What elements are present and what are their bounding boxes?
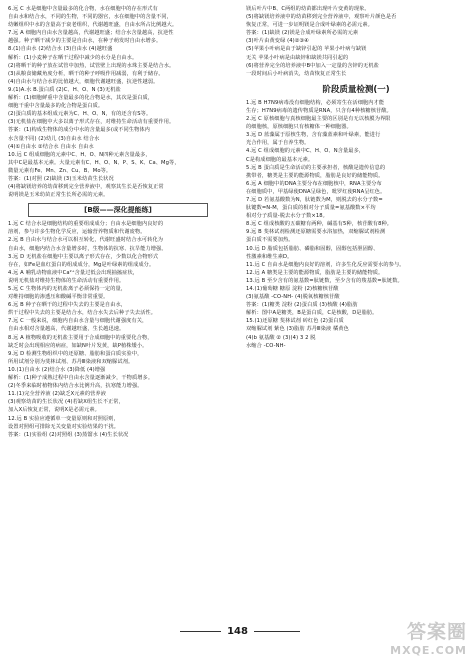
left-text-block bbox=[8, 6, 228, 199]
text-line: (2)将晒干的种子放在试管中加热，试管壁上出现的水珠主要是结合水。 bbox=[8, 62, 175, 69]
text-line: 2.远 C 原核细胞与真核细胞最主要的区别是有无以核膜为界限 bbox=[246, 116, 391, 123]
text-line: 4.远 A 哺乳动物血液中Ca²⁺含量过低会出现抽搐症状， bbox=[8, 269, 139, 276]
watermark-url: MXQE.COM bbox=[390, 644, 467, 657]
text-line: 自由水相对含量越高，代谢越旺盛，生长越迅速。 bbox=[8, 326, 125, 333]
text-line: (5)将缺镁培养液中的幼苗移到完全营养液中，观察叶片颜色是否 bbox=[246, 14, 397, 21]
text-line: 解析：(1)细胞鲜重中含量最多的化合物是水，其次是蛋白质， bbox=[8, 95, 154, 102]
text-line: 12.远 A 糖类是主要的能源物质，脂肪是主要的储能物质。 bbox=[246, 269, 384, 276]
text-line: 14.(1)葡萄糖 糖原 淀粉 (2)核糖核苷酸 bbox=[246, 286, 339, 292]
text-line: 微量元素有Fe、Mn、Zn、Cu、B、Mo等。 bbox=[8, 167, 112, 174]
text-line: 生存；H7N9病毒的遗传物质是RNA，只含有4种核糖核苷酸。 bbox=[246, 107, 392, 114]
text-line: 细胞干重中含量最多的化合物是蛋白质。 bbox=[8, 103, 104, 110]
text-line: 7.远 A 细胞内自由水含量越高，代谢越旺盛；结合水含量越高，抗逆性 bbox=[8, 30, 174, 37]
text-line: 答案：(1)糖类 淀粉 (2)蛋白质 (3)核酸 (4)脂肪 bbox=[246, 302, 358, 309]
right-column bbox=[246, 6, 466, 351]
text-line: 15.(1)还原糖 斐林试剂 砖红色 (2)蛋白质 bbox=[246, 318, 344, 325]
text-line: (4)①自由水 ②结合水 自由水 自由水 bbox=[8, 143, 94, 150]
watermark-logo bbox=[387, 617, 467, 657]
text-line: 蛋白质不需要加热。 bbox=[246, 237, 294, 244]
text-line: 2.远 B 自由水与结合水可以相互转化，代谢旺盛时结合水可转化为 bbox=[8, 237, 164, 244]
text-line: (3)氨基酸 -CO-NH- (4)脱氧核糖核苷酸 bbox=[246, 294, 340, 301]
text-line: 9.远 D 检测生物组织中的还原糖、脂肪和蛋白质实验中， bbox=[8, 350, 143, 357]
right-text-block bbox=[246, 6, 466, 78]
section-b-title: [B级——深化提能练] bbox=[28, 203, 208, 217]
text-line: 说明无机盐对维持生物体的生命活动有重要作用。 bbox=[8, 277, 125, 284]
text-line: 所用试剂分别为斐林试剂、苏丹Ⅲ染液和双缩脲试剂。 bbox=[8, 358, 134, 365]
text-line: 8.(1)自由水 (2)结合水 (3)自由水 (4)越旺盛 bbox=[8, 46, 113, 53]
text-line: 解析：(1)小麦种子在晒干过程中减少的水分是自由水。 bbox=[8, 54, 138, 61]
text-line: 烘干过程中失去的主要是结合水，结合水失去后种子失去活性。 bbox=[8, 310, 157, 317]
text-line: 3.远 D 蓝藻属于原核生物，含有藻蓝素和叶绿素，能进行 bbox=[246, 132, 381, 139]
text-line: 自由水，细胞内结合水含量增多时，生物体的抗寒、抗旱能力增强。 bbox=[8, 245, 167, 252]
text-line: 10.远 C 组成细胞的元素中C、H、O、N四种元素含量最多， bbox=[8, 151, 151, 158]
text-line: 幼嫩组织中水的含量高于衰老组织，代谢越旺盛，自由水所占比例越大。 bbox=[8, 22, 178, 29]
text-line: (2)冬季来临时植物体内结合水比例升高，抗寒能力增强。 bbox=[8, 383, 143, 390]
text-line: 存在，如Fe是血红蛋白的组成成分，Mg是叶绿素的组成成分。 bbox=[8, 261, 155, 268]
text-line: 恢复正常，可进一步证明镁是合成叶绿素的必需元素。 bbox=[246, 22, 373, 29]
text-line: 越强。种子晒干减少的主要是自由水，在种子萌发时自由水增多。 bbox=[8, 38, 162, 45]
text-line: (6)将营养完全的培养液中B中加入一定量的含锌的无机盐 bbox=[246, 62, 379, 69]
text-line: 6.远 B 种子在晒干的过程中失去的主要是自由水， bbox=[8, 302, 127, 309]
text-line: 双缩脲试剂 紫色 (3)脂肪 苏丹Ⅲ染液 橘黄色 bbox=[246, 326, 349, 333]
text-line: 其中C是最基本元素。大量元素有C、H、O、N、P、S、K、Ca、Mg等， bbox=[8, 159, 180, 166]
text-line: (3)从粮食储藏角度分析，晒干的种子呼吸作用减弱，有利于储存。 bbox=[8, 70, 164, 77]
left-text-block-b bbox=[8, 221, 228, 439]
text-line: 5.远 C 生物体内的无机盐离子必须保持一定的量， bbox=[8, 286, 127, 292]
left-column bbox=[8, 6, 228, 440]
text-line: 解析：图中A是糖类，B是蛋白质，C是核酸，D是脂肪。 bbox=[246, 310, 378, 317]
text-line: 镁后叶片中B、C两组的幼苗都出现叶片变黄的现象。 bbox=[246, 6, 370, 12]
text-line: C是构成细胞的最基本元素。 bbox=[246, 156, 314, 163]
text-line: 3.远 D 无机盐在细胞中主要以离子形式存在，少数以化合物形式 bbox=[8, 253, 159, 260]
text-line: (3)观察幼苗的生长状况 (4)若缺X组生长不正常， bbox=[8, 399, 124, 406]
text-line: 10.(1)自由水 (2)结合水 (3)降低 (4)增强 bbox=[8, 366, 106, 373]
text-line: 对维持细胞的渗透压和酸碱平衡非常重要。 bbox=[8, 294, 109, 301]
text-line: 9.(1)A.水 B.蛋白质 (2)C、H、O、N (3)无机盐 bbox=[8, 86, 121, 93]
text-line: (2)蛋白质的基本组成元素为C、H、O、N，有的还含有S等。 bbox=[8, 111, 152, 118]
text-line: 自由水和结合水，不同的生物，不同的器官，水在细胞中的含量不同， bbox=[8, 14, 172, 21]
text-line: 水缩合 -CO-NH- bbox=[246, 342, 286, 349]
text-line: 10.远 D 脂质包括脂肪、磷脂和固醇，固醇包括胆固醇、 bbox=[246, 245, 379, 252]
text-line: 性激素和维生素D。 bbox=[246, 253, 293, 260]
text-line: 1.远 B H7N9病毒没有细胞结构，必须寄生在活细胞内才能 bbox=[246, 99, 385, 106]
text-line: 答案：(1)构成生物体的成分中水的含量最多(或不同生物体内 bbox=[8, 127, 150, 134]
text-line: 水含量不同) (2)幼儿 (3)自由水 结合水 bbox=[8, 135, 100, 142]
text-line: 5.远 B 蛋白质是生命活动的主要承担者，核酸是遗传信息的 bbox=[246, 164, 386, 171]
text-line: (3)无机盐在细胞中大多以离子形式存在，对维持生命活动有重要作用。 bbox=[8, 119, 175, 126]
text-line: 携带者，糖类是主要的能源物质，脂肪是良好的储能物质。 bbox=[246, 172, 384, 179]
text-line: 在细胞质中，甲基绿使DNA呈绿色，吡罗红使RNA呈红色。 bbox=[246, 188, 386, 195]
right-text-block-b bbox=[246, 100, 466, 350]
text-line: 7.远 D 若氨基酸数为N，肽链数为M，则脱去的水分子数= bbox=[246, 196, 383, 203]
text-line: (4)b 氨基酸 ② (3)(4) 3 2 脱 bbox=[246, 334, 316, 341]
text-line: 4.远 C 组成细胞的元素中C、H、O、N含量最多， bbox=[246, 148, 365, 155]
text-line: 设置对照组可排除无关变量对实验结果的干扰。 bbox=[8, 423, 120, 430]
text-line: 一段时间后小叶病消失，幼苗恢复正常生长 bbox=[246, 70, 347, 77]
text-line: 9.远 B 斐林试剂检测还原糖需要水浴加热，双缩脲试剂检测 bbox=[246, 229, 386, 236]
text-line: 7.远 C 一般来说，细胞内自由水含量与细胞代谢强度有关， bbox=[8, 318, 148, 325]
text-line: 8.远 A 植物吸收的无机盐主要用于合成细胞中的重要化合物， bbox=[8, 334, 153, 341]
text-line: 无关 苹果小叶病是由缺锌和缺镁共同引起的 bbox=[246, 54, 349, 61]
stage-test-title: 阶段质量检测(一) bbox=[322, 84, 390, 95]
text-line: 肽键数=N-M，蛋白质的相对分子质量=氨基酸数×平均 bbox=[246, 205, 376, 212]
text-line: 缺乏时会出现相应的病症，如缺N叶片发黄，缺P植株矮小。 bbox=[8, 342, 148, 349]
text-line: 加入X后恢复正常，说明X是必需元素。 bbox=[8, 407, 100, 414]
text-line: 8.远 C 组成核酸的五碳糖有两种，碱基有5种，核苷酸有8种。 bbox=[246, 221, 393, 228]
text-line: 解析：(1)种子成熟过程中自由水含量逐渐减少，干物质增多。 bbox=[8, 375, 154, 382]
text-line: 12.远 B 实验应遵循单一变量原则和对照原则， bbox=[8, 415, 119, 422]
text-line: 溶剂，参与许多生物化学反应，运输营养物质和代谢废物。 bbox=[8, 229, 146, 236]
text-line: 11.(1)完全营养液 (2)缺乏X元素的营养液 bbox=[8, 391, 106, 398]
text-line: 11.远 C 自由水是细胞内良好的溶剂，许多生化反应需要水的参与。 bbox=[246, 261, 405, 268]
text-line: 答案：(1)实验组 (2)对照组 (3)蒸馏水 (4)生长状况 bbox=[8, 431, 129, 438]
text-line: (3)叶片由黄变绿 (4)②③④ bbox=[246, 38, 310, 45]
text-line: 1.远 C 结合水是细胞结构的重要组成成分；自由水是细胞内良好的 bbox=[8, 221, 164, 228]
text-line: 13.远 B 至少含有的氨基数=肽链数，至少含有的羧基数=肽链数。 bbox=[246, 277, 403, 284]
text-line: 光合作用，属于自养生物。 bbox=[246, 140, 310, 147]
text-line: 6.远 A 细胞中的DNA主要分布在细胞核中，RNA主要分布 bbox=[246, 180, 382, 187]
page-number-text: 148 bbox=[221, 626, 254, 637]
text-line: 答案：(1)缺镁 (2)镁是合成叶绿素所必需的元素 bbox=[246, 30, 359, 37]
text-line: 6.远 C 水是细胞中含量最多的化合物，水在细胞中的存在形式有 bbox=[8, 6, 158, 12]
text-line: 的细胞核，原核细胞只有核糖体一种细胞器。 bbox=[246, 124, 352, 131]
text-line: 答案：(1)对照 (2)缺镁 (3)玉米幼苗生长状况 bbox=[8, 175, 114, 182]
watermark-text: 答案圈 bbox=[406, 621, 467, 643]
text-line: 说明镁是玉米幼苗正常生长所必需的元素。 bbox=[8, 192, 109, 199]
text-line: (4)自由水与结合水的比值越大，细胞代谢越旺盛，抗逆性越弱。 bbox=[8, 78, 159, 85]
text-line: (4)将缺镁培养的幼苗移到完全营养液中，观察其生长是否恢复正常 bbox=[8, 184, 164, 191]
text-line: (5)苹果小叶病是由于缺锌引起的 苹果小叶病与缺镁 bbox=[246, 46, 367, 53]
text-line: 相对分子质量-脱去水分子数×18。 bbox=[246, 213, 328, 220]
